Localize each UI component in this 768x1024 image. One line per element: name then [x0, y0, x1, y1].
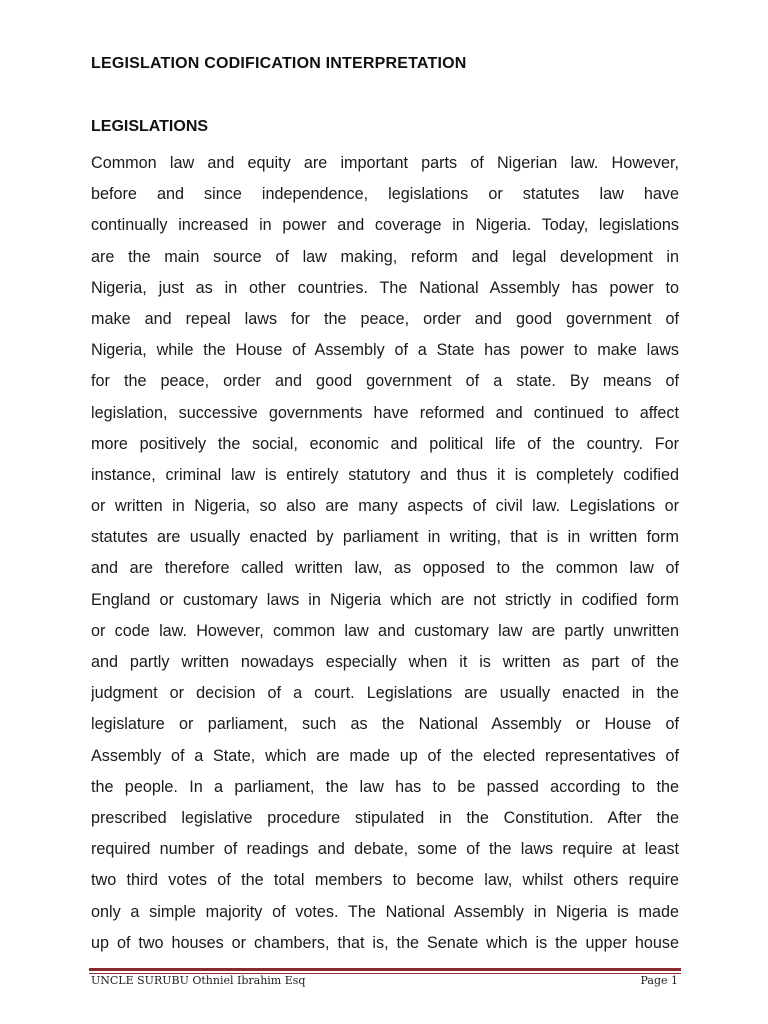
- footer-author: UNCLE SURUBU Othniel Ibrahim Esq: [91, 974, 306, 987]
- paragraph-line: required number of readings and debate, some of the laws require at least: [91, 840, 679, 859]
- paragraph-line: continually increased in power and coverage in Nigeria. Today, legislations: [91, 216, 679, 235]
- paragraph-line: Assembly of a State, which are made up of the elected representatives of: [91, 746, 679, 765]
- paragraph-line: Nigeria, while the House of Assembly of a State has power to make laws: [91, 341, 679, 360]
- paragraph-line: up of two houses or chambers, that is, the Senate which is the upper house: [91, 933, 679, 952]
- paragraph-line: Nigeria, just as in other countries. The National Assembly has power to: [91, 278, 679, 297]
- paragraph-line: are the main source of law making, reform and legal development in: [91, 247, 679, 266]
- page-number: Page 1: [640, 974, 678, 987]
- paragraph-line: Common law and equity are important parts of Nigerian law. However,: [91, 154, 679, 172]
- paragraph-line: only a simple majority of votes. The National Assembly in Nigeria is made: [91, 902, 679, 921]
- paragraph-line: two third votes of the total members to become law, whilst others require: [91, 871, 679, 890]
- paragraph-line: judgment or decision of a court. Legislations are usually enacted in the: [91, 684, 679, 703]
- paragraph-line: legislature or parliament, such as the National Assembly or House of: [91, 715, 679, 734]
- paragraph-line: England or customary laws in Nigeria which are not strictly in codified form: [91, 590, 679, 609]
- footer-divider: [89, 968, 681, 971]
- paragraph-line: and partly written nowadays especially when it is written as part of the: [91, 653, 679, 671]
- paragraph-line: or code law. However, common law and customary law are partly unwritten: [91, 621, 679, 640]
- paragraph-line: instance, criminal law is entirely statutory and thus it is completely codified: [91, 465, 679, 484]
- paragraph-line: prescribed legislative procedure stipulated in the Constitution. After the: [91, 808, 679, 827]
- paragraph-line: before and since independence, legislations or statutes law have: [91, 185, 679, 204]
- paragraph-line: statutes are usually enacted by parliament in writing, that is in written form: [91, 528, 679, 547]
- paragraph-line: for the peace, order and good government of a state. By means of: [91, 372, 679, 391]
- section-heading: LEGISLATIONS: [91, 118, 209, 135]
- paragraph-line: legislation, successive governments have reformed and continued to affect: [91, 403, 679, 422]
- paragraph-line: and are therefore called written law, as opposed to the common law of: [91, 559, 679, 578]
- paragraph-line: the people. In a parliament, the law has to be passed according to the: [91, 777, 679, 796]
- paragraph-line: or written in Nigeria, so also are many aspects of civil law. Legislations or: [91, 497, 679, 516]
- document-title: LEGISLATION CODIFICATION INTERPRETATION: [91, 55, 467, 72]
- paragraph-line: make and repeal laws for the peace, order and good government of: [91, 309, 679, 328]
- paragraph-line: more positively the social, economic and political life of the country. For: [91, 434, 679, 453]
- body-paragraph: [91, 148, 679, 959]
